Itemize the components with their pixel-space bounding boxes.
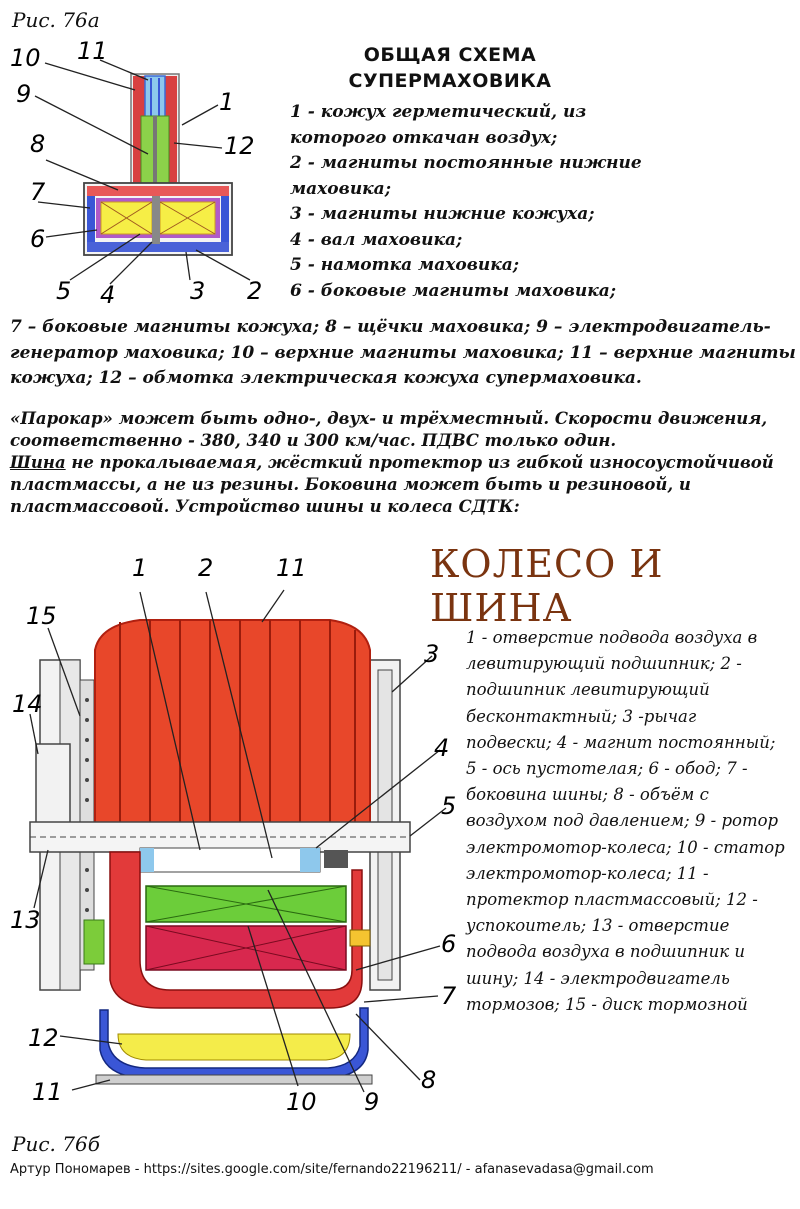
- figure-a-label: Рис. 76а: [12, 8, 100, 32]
- callout-b-10: 10: [286, 1088, 317, 1116]
- callout-b-4: 4: [434, 734, 450, 762]
- figure-b-title: КОЛЕСО И ШИНА: [430, 542, 664, 630]
- callout-b-11-bottom: 11: [32, 1078, 63, 1106]
- callout-a-6: 6: [30, 225, 46, 253]
- callout-a-4: 4: [100, 281, 116, 309]
- callout-b-12: 12: [28, 1024, 59, 1052]
- callout-a-1: 1: [219, 88, 235, 116]
- callout-a-12: 12: [224, 132, 255, 160]
- callout-b-9: 9: [364, 1088, 380, 1116]
- figure-b-label: Рис. 76б: [12, 1132, 100, 1156]
- tire: [96, 1008, 372, 1084]
- callout-b-14: 14: [12, 690, 43, 718]
- callout-a-8: 8: [30, 130, 46, 158]
- callout-b-15: 15: [26, 602, 57, 630]
- rotor: [146, 886, 346, 922]
- callout-b-5: 5: [441, 792, 457, 820]
- description-paragraph: «Парокар» может быть одно-, двух- и трёхместный. Скорости движения, соответственно - 380, 340 и 300 км/час. ПДВС только один. Шина не прокалываемая, жёсткий протектор из гибкой износоустойчивой пластмассы, а не из резины. Боковина может быть и резиновой, и пластмассовой. Устройство шины и колеса СДТК:: [10, 409, 774, 516]
- wheel-diagram: [0, 550, 460, 1110]
- callout-a-11: 11: [77, 37, 108, 65]
- flywheel-diagram: [0, 30, 290, 310]
- stator: [146, 926, 370, 970]
- figure-a-title: ОБЩАЯ СХЕМА СУПЕРМАХОВИКА: [348, 44, 552, 92]
- callout-a-3: 3: [190, 277, 206, 305]
- callout-b-3: 3: [424, 640, 440, 668]
- callout-b-13: 13: [10, 906, 41, 934]
- figure-a-legend: 1 - кожух герметический, из которого откачан воздух; 2 - магниты постоянные нижние маховика; 3 - магниты нижние кожуха; 4 - вал маховика; 5 - намотка маховика; 6 - боковые магниты маховика;: [290, 102, 642, 301]
- callout-a-9: 9: [16, 80, 32, 108]
- callout-b-8: 8: [421, 1066, 437, 1094]
- callout-b-2: 2: [198, 554, 214, 582]
- tread-block: [95, 620, 370, 840]
- callout-b-11-top: 11: [276, 554, 307, 582]
- callout-b-1: 1: [132, 554, 148, 582]
- callout-b-6: 6: [441, 930, 457, 958]
- footer-credit: Артур Пономарев - https://sites.google.com/site/fernando22196211/ - afanasevadasa@gmail.com: [10, 1162, 654, 1177]
- callout-a-10: 10: [10, 44, 41, 72]
- callout-b-7: 7: [441, 982, 457, 1010]
- callout-a-7: 7: [30, 178, 46, 206]
- tire-word: Шина: [10, 453, 66, 472]
- figure-b-legend: 1 - отверстие подвода воздуха в левитирующий подшипник; 2 - подшипник левитирующий бесконтактный; 3 -рычаг подвески; 4 - магнит постоянный; 5 - ось пустотелая; 6 - обод; 7 - боковина шины; 8 - объём с воздухом под давлением; 9 - ротор электромотор-колеса; 10 - статор электромотор-колеса; 11 - протектор пластмассовый; 12 - успокоитель; 13 - отверстие подвода воздуха в подшипник и шину; 14 - электродвигатель тормозов; 15 - диск тормозной: [466, 628, 785, 1014]
- figure-a-legend-continued: 7 – боковые магниты кожуха; 8 – щёчки маховика; 9 – электродвигатель- генератор маховика; 10 – верхние магниты маховика; 11 – верхние магниты кожуха; 12 – обмотка электрическая кожуха супермаховика.: [10, 317, 796, 388]
- callout-a-5: 5: [56, 277, 72, 305]
- callout-a-2: 2: [247, 277, 263, 305]
- flywheel-housing: [84, 183, 232, 255]
